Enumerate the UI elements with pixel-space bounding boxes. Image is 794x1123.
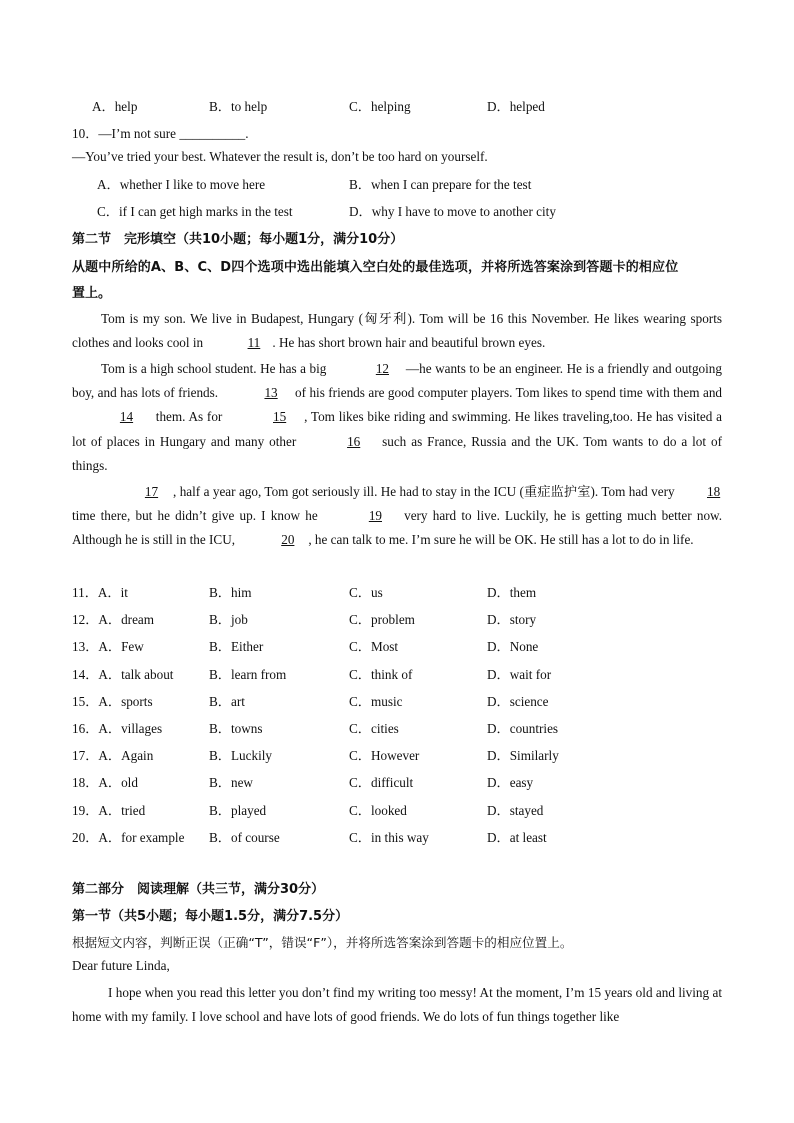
option-11-b: B．him xyxy=(209,585,252,600)
option-11-c: C．us xyxy=(349,585,383,600)
part2-instruction: 根据短文内容，判断正误（正确“T”，错误“F”），并将所选答案涂到答题卡的相应位置上。 xyxy=(72,935,573,950)
section-heading: 第二节 完形填空（共10小题；每小题1分，满分10分） xyxy=(72,232,404,247)
part2-subheading: 第一节（共5小题；每小题1.5分，满分7.5分） xyxy=(72,909,349,924)
q10-option-a: A．whether I like to move here xyxy=(97,177,266,192)
option-17-d: D．Similarly xyxy=(487,748,559,764)
q9-option-b: B．to help xyxy=(209,99,268,114)
option-16-a: 16．A．villages xyxy=(72,721,163,736)
option-17-a: 17．A．Again xyxy=(72,748,154,764)
q10-option-c: C．if I can get high marks in the test xyxy=(97,204,293,219)
option-15-c: C．music xyxy=(349,693,403,709)
blank-18: 18 xyxy=(707,484,721,499)
q9-option-c: C．helping xyxy=(349,99,411,114)
section-instruction-line2: 置上。 xyxy=(72,286,112,301)
option-14-a: 14．A．talk about xyxy=(72,666,174,682)
passage-paragraph-1: Tom is my son. We live in Budapest, Hungary (匈牙利). Tom will be 16 this November. He likes wearing sports clothes and looks cool in 11 . He has short brown hair and beautiful brown eyes. xyxy=(72,307,722,355)
option-19-b: B．played xyxy=(209,802,267,818)
blank-20: 20 xyxy=(281,532,295,548)
part2-heading: 第二部分 阅读理解（共三节，满分30分） xyxy=(72,882,325,897)
option-16-d: D．countries xyxy=(487,721,559,736)
q10-stem: 10．—I’m not sure __________. xyxy=(72,126,249,141)
blank-17: 17 xyxy=(144,484,159,499)
letter-salutation: Dear future Linda, xyxy=(72,958,170,973)
q10-option-b: B．when I can prepare for the test xyxy=(349,177,532,192)
option-20-d: D．at least xyxy=(487,829,547,845)
passage-paragraph-2: Tom is a high school student. He has a big 12 —he wants to be an engineer. He is a friendly and outgoing boy, and has lots of friends. 13 of his friends are good computer players. Tom likes to spend time with them and 14 them. As for 15 , Tom likes bike riding and swimming. He likes traveling,too. He has visited a lot of places in Hungary and many other 16 such as France, Russia and the UK. Tom wants to do a lot of things. xyxy=(72,357,722,478)
blank-14: 14 xyxy=(119,409,134,425)
option-15-d: D．science xyxy=(487,693,549,709)
q9-option-a: A．help xyxy=(92,99,138,114)
option-17-c: C．However xyxy=(349,748,420,764)
option-20-a: 20．A．for example xyxy=(72,829,185,845)
option-18-a: 18．A．old xyxy=(72,775,138,791)
option-13-d: D．None xyxy=(487,639,539,655)
blank-16: 16 xyxy=(347,433,361,449)
option-12-b: B．job xyxy=(209,612,248,628)
option-18-b: B．new xyxy=(209,775,253,791)
option-14-b: B．learn from xyxy=(209,666,287,682)
option-12-a: 12．A．dream xyxy=(72,612,155,628)
option-14-c: C．think of xyxy=(349,666,413,682)
passage-paragraph-3: 17 , half a year ago, Tom got seriously ill. He had to stay in the ICU (重症监护室). Tom had very 18 time there, but he didn’t give up. I know he 19 very hard to live. Luckily, he is getting much better now. Although he is still in the ICU, 20 , he can talk to me. I’m sure he will be OK. He still has a lot to do in life. xyxy=(72,480,722,553)
blank-12: 12 xyxy=(375,361,389,376)
option-14-d: D．wait for xyxy=(487,666,552,682)
q10-option-d: D．why I have to move to another city xyxy=(349,204,556,219)
option-15-b: B．art xyxy=(209,693,245,709)
blank-15: 15 xyxy=(273,409,287,425)
option-16-c: C．cities xyxy=(349,721,399,736)
option-18-d: D．easy xyxy=(487,775,534,791)
blank-19: 19 xyxy=(368,508,382,524)
option-12-d: D．story xyxy=(487,612,537,628)
option-13-a: 13．A．Few xyxy=(72,639,144,655)
option-11-a: 11．A．it xyxy=(72,585,128,600)
option-13-b: B．Either xyxy=(209,639,264,655)
option-19-c: C．looked xyxy=(349,802,407,818)
section-instruction-line1: 从题中所给的A、B、C、D四个选项中选出能填入空白处的最佳选项，并将所选答案涂到答题卡的相应位 xyxy=(72,260,679,275)
blank-11: 11 xyxy=(247,335,261,351)
option-17-b: B．Luckily xyxy=(209,748,273,764)
option-12-c: C．problem xyxy=(349,612,415,628)
option-20-c: C．in this way xyxy=(349,829,429,845)
q10-reply: —You’ve tried your best. Whatever the result is, don’t be too hard on yourself. xyxy=(72,149,488,164)
option-11-d: D．them xyxy=(487,585,537,600)
option-13-c: C．Most xyxy=(349,639,399,655)
option-15-a: 15．A．sports xyxy=(72,693,153,709)
blank-13: 13 xyxy=(264,385,278,401)
letter-body: I hope when you read this letter you don’t find my writing too messy! At the moment, I’m 15 years old and living at home with my family. I love school and have lots of good friends. We do lots of fun things together like xyxy=(72,985,722,1025)
option-20-b: B．of course xyxy=(209,829,280,845)
option-16-b: B．towns xyxy=(209,721,263,736)
option-19-a: 19．A．tried xyxy=(72,802,146,818)
q10-blank: __________ xyxy=(179,126,246,141)
option-18-c: C．difficult xyxy=(349,775,414,791)
q9-option-d: D．helped xyxy=(487,99,545,114)
option-19-d: D．stayed xyxy=(487,802,544,818)
